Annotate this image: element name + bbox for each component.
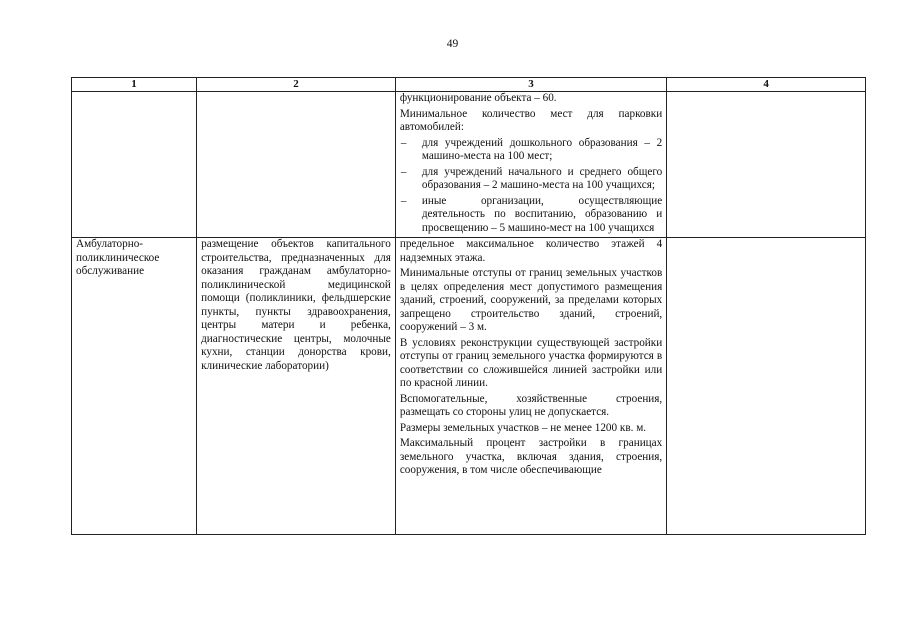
paragraph: Вспомогательные, хозяйственные строения, размещать со стороны улиц не допускается. (399, 392, 663, 418)
header-col-3: 3 (395, 78, 666, 92)
cell-notes (667, 92, 866, 238)
paragraph: Размеры земельных участков – не менее 1200 кв. м. (399, 421, 647, 434)
cell-notes (667, 238, 866, 535)
cell-use-type (72, 92, 197, 238)
paragraph: Минимальные отступы от границ земельных участков в целях определения мест допустимого размещения зданий, строений, сооружений, за пределами которых запрещено строительство зданий, строений, сооружений – 3 м. (399, 267, 663, 333)
cell-description: размещение объектов капитального строительства, предназначенных для оказания гражданам амбулаторно-поликлинической медицинской помощи (поликлиники, фельдшерские пункты, пункты здравоохранения, центры матери и ребенка, диагностические центры, молочные кухни, станции донорства крови, клинические лаборатории) (197, 238, 396, 535)
page-number: 49 (446, 38, 459, 50)
cell-parameters (395, 92, 666, 238)
paragraph: Максимальный процент застройки в границах земельного участка, включая здания, строения, сооружения, в том числе обеспечивающие (399, 437, 663, 476)
dash-bullet: – (400, 136, 407, 149)
list-item: – для учреждений начального и среднего общего образования – 2 машино-места на 100 учащихся; (400, 165, 663, 191)
cell-description (197, 92, 396, 238)
dash-bullet: – (400, 194, 407, 207)
header-col-4: 4 (667, 78, 866, 92)
paragraph: предельное максимальное количество этажей 4 надземных этажа. (399, 238, 663, 264)
paragraph: В условиях реконструкции существующей застройки отступы от границ земельного участка формируются в соответствии со сложившейся линией застройки или по красной линии. (399, 336, 663, 389)
list-item: – для учреждений дошкольного образования – 2 машино-места на 100 мест; (400, 136, 663, 162)
cell-parameters (395, 238, 666, 535)
cell-use-type: Амбулаторно-поликлиническое обслуживание (72, 238, 197, 535)
parking-list (400, 137, 662, 236)
dash-bullet: – (400, 165, 407, 178)
list-item: – иные организации, осуществляющие деятельность по воспитанию, образованию и просвещению – 5 машино-мест на 100 учащихся (400, 194, 663, 234)
paragraph: функционирование объекта – 60. (399, 92, 557, 104)
paragraph: Минимальное количество мест для парковки автомобилей: (399, 107, 663, 133)
table-row (72, 238, 866, 535)
header-row (72, 78, 866, 92)
header-col-1: 1 (72, 78, 197, 92)
header-col-2: 2 (197, 78, 396, 92)
table-row (72, 92, 866, 238)
regulation-table (71, 77, 866, 535)
